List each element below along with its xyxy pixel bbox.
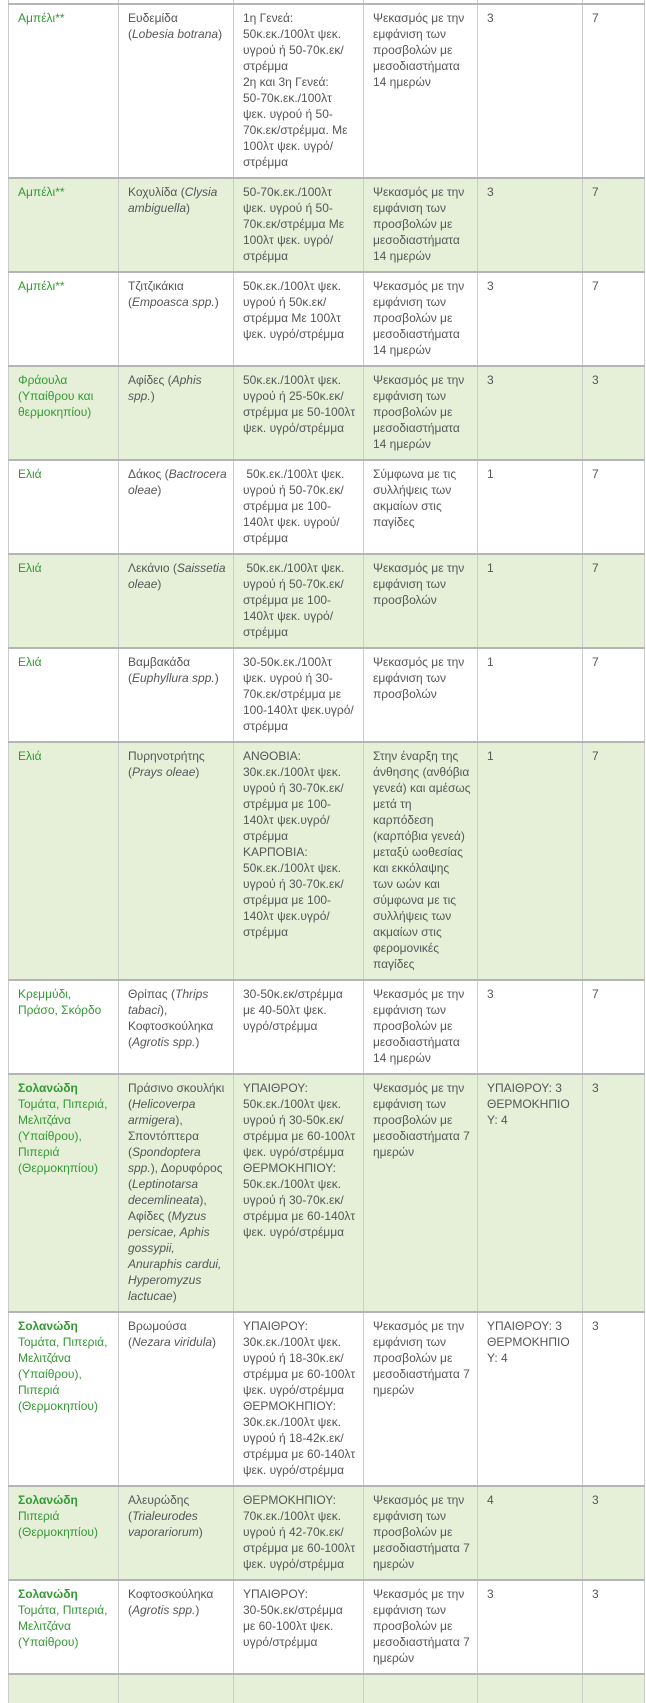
application-timing-cell: Ψεκασμός με την εμφάνιση των προσβολών με μεσοδιαστήματα 14 ημερών	[364, 4, 478, 178]
max-applications-cell: ΥΠΑΙΘΡΟΥ: 3 ΘΕΡΜΟΚΗΠΙΟΥ: 4	[478, 1312, 583, 1486]
dose-cell: 50κ.εκ./100λτ ψεκ. υγρού ή 50-70κ.εκ/στρέμμα με 100-140λτ ψεκ. υγρό/στρέμμα	[234, 554, 364, 648]
crop-cell: Σολανώδη Πιπεριά (Θερμοκηπίου)	[9, 1486, 119, 1580]
crop-cell: Ελιά	[9, 460, 119, 554]
phi-days-cell: 3	[583, 1580, 645, 1674]
dose-cell: 30-50κ.εκ/στρέμμα με 40-50λτ ψεκ. υγρό/στρέμμα	[234, 980, 364, 1074]
table-row	[9, 554, 645, 648]
pest-cell: Πράσινο σκουλήκι (Helicoverpa armigera), Σποντόπτερα (Spondoptera spp.), Δορυφόρος (Leptinotarsa decemlineata), Αφίδες (Myzus persicae, Aphis gossypii, Anuraphis cardui, Hyperomyzus lactucae)	[119, 1074, 234, 1312]
max-applications-cell: 4	[478, 1486, 583, 1580]
max-applications-cell: 3	[478, 4, 583, 178]
application-timing-cell: Ψεκασμός με την εμφάνιση των προσβολών με μεσοδιαστήματα 7 ημερών	[364, 1074, 478, 1312]
pest-cell: Δάκος (Bactrocera oleae)	[119, 460, 234, 554]
dose-cell: 30-50κ.εκ./100λτ ψεκ. υγρού ή 30-70κ.εκ/στρέμμα με 100-140λτ ψεκ.υγρό/στρέμμα	[234, 648, 364, 742]
max-applications-cell: ΥΠΑΙΘΡΟΥ: 3 ΘΕΡΜΟΚΗΠΙΟΥ: 4	[478, 1074, 583, 1312]
max-applications-cell: 3	[478, 366, 583, 460]
dose-cell: ΥΠΑΙΘΡΟΥ: 30-50κ.εκ/στρέμμα με 60-100λτ ψεκ. υγρό/στρέμμα	[234, 1580, 364, 1674]
table-row	[9, 648, 645, 742]
dose-cell: 1η Γενεά: 50κ.εκ./100λτ ψεκ. υγρού ή 50-70κ.εκ/στρέμμα 2η και 3η Γενεά: 50-70κ.εκ./100λτ ψεκ. υγρού ή 50-70κ.εκ/στρέμμα. Με 100λτ ψεκ. υγρό/στρέμμα	[234, 4, 364, 178]
phi-days-cell: 7	[583, 648, 645, 742]
application-timing-cell: Ψεκασμός με την εμφάνιση των προσβολών με μεσοδιαστήματα 14 ημερών	[364, 366, 478, 460]
table-row	[9, 1486, 645, 1580]
phi-days-cell: 7	[583, 272, 645, 366]
pest-cell: Τζιτζικάκια (Empoasca spp.)	[119, 272, 234, 366]
crop-cell: Σολανώδη Τομάτα, Πιπεριά, Μελιτζάνα (Υπαίθρου)	[9, 1580, 119, 1674]
dose-cell: ΘΕΡΜΟΚΗΠΙΟΥ: 70κ.εκ./100λτ ψεκ. υγρού ή 42-70κ.εκ/στρέμμα με 60-100λτ ψεκ. υγρό/στρέμμα	[234, 1486, 364, 1580]
max-applications-cell: 3	[478, 272, 583, 366]
phi-days-cell: 7	[583, 980, 645, 1074]
crop-cell: Κρεμμύδι, Πράσο, Σκόρδο	[9, 980, 119, 1074]
phi-days-cell	[583, 1674, 645, 1703]
crop-cell: Αμπέλι**	[9, 4, 119, 178]
crop-cell: Ελιά	[9, 554, 119, 648]
crop-cell: Φράουλα (Υπαίθρου και θερμοκηπίου)	[9, 366, 119, 460]
pest-cell: Αφίδες (Aphis spp.)	[119, 366, 234, 460]
table-row	[9, 366, 645, 460]
pest-cell: Αλευρώδης (Trialeurodes vaporariorum)	[119, 1486, 234, 1580]
table-row	[9, 1580, 645, 1674]
application-timing-cell: Σύμφωνα με τις συλλήψεις των ακμαίων στις παγίδες	[364, 460, 478, 554]
application-timing-cell: Ψεκασμός με την εμφάνιση των προσβολών με μεσοδιαστήματα 14 ημερών	[364, 178, 478, 272]
crop-cell: Ελιά	[9, 648, 119, 742]
max-applications-cell	[478, 1674, 583, 1703]
table-row	[9, 4, 645, 178]
application-timing-cell: Ψεκασμός με την εμφάνιση των προσβολών με μεσοδιαστήματα 14 ημερών	[364, 272, 478, 366]
pesticide-table	[8, 0, 645, 1703]
pest-cell	[119, 1674, 234, 1703]
phi-days-cell: 7	[583, 554, 645, 648]
application-timing-cell: Ψεκασμός με την εμφάνιση των προσβολών με μεσοδιαστήματα 7 ημερών	[364, 1312, 478, 1486]
dose-cell: ΑΝΘΟΒΙΑ: 30κ.εκ./100λτ ψεκ. υγρού ή 30-70κ.εκ/στρέμμα με 100-140λτ ψεκ.υγρό/στρέμμα ΚΑΡΠΟΒΙΑ: 50κ.εκ./100λτ ψεκ. υγρού ή 30-70κ.εκ/στρέμμα με 100-140λτ ψεκ.υγρό/στρέμμα	[234, 742, 364, 980]
table-row	[9, 1674, 645, 1703]
pest-cell: Κοφτοσκούληκα (Agrotis spp.)	[119, 1580, 234, 1674]
pest-cell: Ευδεμίδα (Lobesia botrana)	[119, 4, 234, 178]
max-applications-cell: 1	[478, 742, 583, 980]
crop-cell: Σολανώδη Τομάτα, Πιπεριά, Μελιτζάνα (Υπαίθρου), Πιπεριά (Θερμοκηπίου)	[9, 1312, 119, 1486]
crop-cell: Αμπέλι**	[9, 178, 119, 272]
max-applications-cell: 1	[478, 554, 583, 648]
phi-days-cell: 3	[583, 366, 645, 460]
application-timing-cell: Ψεκασμός με την εμφάνιση των προσβολών	[364, 554, 478, 648]
phi-days-cell: 7	[583, 742, 645, 980]
phi-days-cell: 3	[583, 1312, 645, 1486]
dose-cell: 50κ.εκ./100λτ ψεκ. υγρού ή 50-70κ.εκ/στρέμμα με 100-140λτ ψεκ. υγρού/στρέμμα	[234, 460, 364, 554]
dose-cell: 50κ.εκ./100λτ ψεκ. υγρού ή 50κ.εκ/στρέμμα Με 100λτ ψεκ. υγρό/στρέμμα	[234, 272, 364, 366]
application-timing-cell: Ψεκασμός με την εμφάνιση των προσβολών με μεσοδιαστήματα 7 ημερών	[364, 1580, 478, 1674]
phi-days-cell: 7	[583, 178, 645, 272]
table-row	[9, 272, 645, 366]
dose-cell: ΥΠΑΙΘΡΟΥ: 50κ.εκ./100λτ ψεκ. υγρού ή 30-50κ.εκ/στρέμμα με 60-100λτ ψεκ. υγρό/στρέμμα ΘΕΡΜΟΚΗΠΙΟΥ: 50κ.εκ./100λτ ψεκ. υγρού ή 30-70κ.εκ/στρέμμα με 60-140λτ ψεκ. υγρό/στρέμμα	[234, 1074, 364, 1312]
crop-cell: Σολανώδη Τομάτα, Πιπεριά, Μελιτζάνα (Υπαίθρου), Πιπεριά (Θερμοκηπίου)	[9, 1074, 119, 1312]
crop-cell	[9, 1674, 119, 1703]
crop-cell: Ελιά	[9, 742, 119, 980]
dose-cell	[234, 1674, 364, 1703]
application-timing-cell: Ψεκασμός με την εμφάνιση των προσβολών με μεσοδιαστήματα 7 ημερών	[364, 1486, 478, 1580]
dose-cell: ΥΠΑΙΘΡΟΥ: 30κ.εκ./100λτ ψεκ. υγρού ή 18-30κ.εκ/στρέμμα με 60-100λτ ψεκ. υγρό/στρέμμα ΘΕΡΜΟΚΗΠΙΟΥ: 30κ.εκ./100λτ ψεκ. υγρού ή 18-42κ.εκ/στρέμμα με 60-140λτ ψεκ. υγρό/στρέμμα	[234, 1312, 364, 1486]
table-row	[9, 1074, 645, 1312]
table-row	[9, 742, 645, 980]
pest-cell: Θρίπας (Thrips tabaci), Κοφτοσκούληκα (Agrotis spp.)	[119, 980, 234, 1074]
max-applications-cell: 1	[478, 648, 583, 742]
pest-cell: Κοχυλίδα (Clysia ambiguella)	[119, 178, 234, 272]
max-applications-cell: 3	[478, 980, 583, 1074]
table-row	[9, 178, 645, 272]
phi-days-cell: 7	[583, 460, 645, 554]
table-row	[9, 980, 645, 1074]
max-applications-cell: 3	[478, 1580, 583, 1674]
application-timing-cell: Ψεκασμός με την εμφάνιση των προσβολών με μεσοδιαστήματα 14 ημερών	[364, 980, 478, 1074]
pesticide-table-body	[9, 0, 645, 1703]
pest-cell: Βαμβακάδα (Euphyllura spp.)	[119, 648, 234, 742]
pest-cell: Λεκάνιο (Saissetia oleae)	[119, 554, 234, 648]
pest-cell: Πυρηνοτρήτης (Prays oleae)	[119, 742, 234, 980]
application-timing-cell: Στην έναρξη της άνθησης (ανθόβια γενεά) και αμέσως μετά τη καρπόδεση (καρπόβια γενεά) μεταξύ ωοθεσίας και εκκόλαψης των ωών και σύμφωνα με τις συλλήψεις των ακμαίων στις φερομονικές παγίδες	[364, 742, 478, 980]
application-timing-cell: Ψεκασμός με την εμφάνιση των προσβολών	[364, 648, 478, 742]
table-row	[9, 460, 645, 554]
max-applications-cell: 3	[478, 178, 583, 272]
phi-days-cell: 7	[583, 4, 645, 178]
crop-cell: Αμπέλι**	[9, 272, 119, 366]
application-timing-cell	[364, 1674, 478, 1703]
dose-cell: 50κ.εκ./100λτ ψεκ. υγρού ή 25-50κ.εκ/στρέμμα με 50-100λτ ψεκ. υγρό/στρέμμα	[234, 366, 364, 460]
table-row	[9, 1312, 645, 1486]
phi-days-cell: 3	[583, 1074, 645, 1312]
max-applications-cell: 1	[478, 460, 583, 554]
dose-cell: 50-70κ.εκ./100λτ ψεκ. υγρού ή 50-70κ.εκ/στρέμμα Με 100λτ ψεκ. υγρό/στρέμμα	[234, 178, 364, 272]
phi-days-cell: 3	[583, 1486, 645, 1580]
pest-cell: Βρωμούσα (Nezara viridula)	[119, 1312, 234, 1486]
